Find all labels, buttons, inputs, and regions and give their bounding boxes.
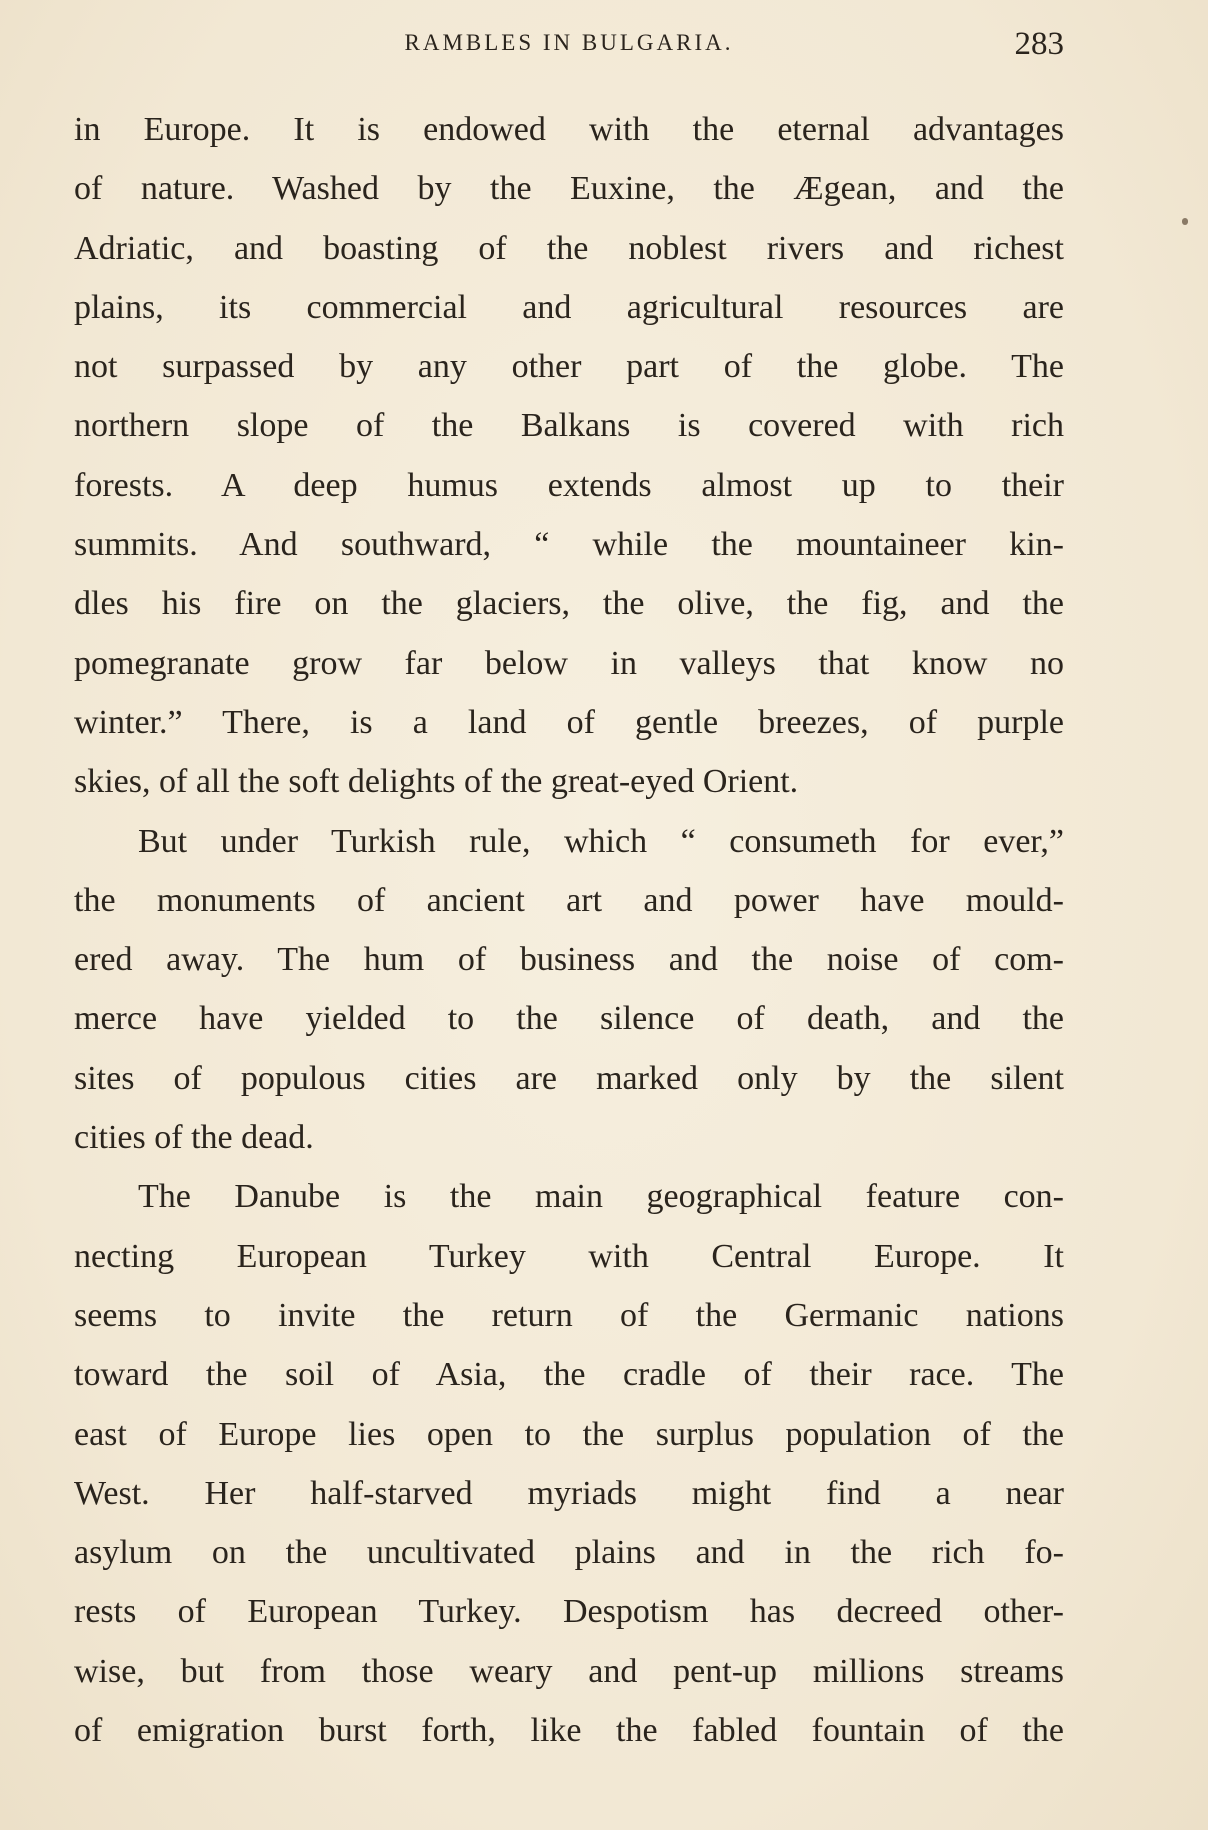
running-title: RAMBLES IN BULGARIA. <box>404 30 734 55</box>
text-line: The Danube is the main geographical feature con- <box>138 1178 1064 1216</box>
text-line: of emigration burst forth, like the fabled fountain of the <box>74 1712 1064 1750</box>
text-line: necting European Turkey with Central Europe. It <box>74 1237 1064 1275</box>
text-line: cities of the dead. <box>74 1119 314 1157</box>
text-line: the monuments of ancient art and power have mould- <box>74 881 1064 919</box>
text-line: rests of European Turkey. Despotism has decreed other- <box>74 1593 1064 1631</box>
text-line: asylum on the uncultivated plains and in the rich fo- <box>74 1534 1064 1572</box>
text-line: skies, of all the soft delights of the great-eyed Orient. <box>74 763 799 801</box>
page-number: 283 <box>1014 26 1064 62</box>
text-line: of nature. Washed by the Euxine, the Ægean, and the <box>74 170 1064 208</box>
text-line: pomegranate grow far below in valleys that know no <box>74 644 1064 682</box>
text-line: sites of populous cities are marked only by the silent <box>74 1059 1064 1097</box>
text-line: forests. A deep humus extends almost up to their <box>74 466 1064 504</box>
running-head <box>74 26 1064 66</box>
text-line: wise, but from those weary and pent-up millions streams <box>74 1652 1064 1690</box>
text-line: in Europe. It is endowed with the eternal advantages <box>74 111 1064 148</box>
body-text <box>74 100 1064 1760</box>
text-line: winter.” There, is a land of gentle breezes, of purple <box>74 703 1064 741</box>
text-line: not surpassed by any other part of the globe. The <box>74 348 1064 386</box>
text-line: West. Her half-starved myriads might find a near <box>74 1474 1064 1512</box>
text-line: ered away. The hum of business and the noise of com- <box>74 941 1064 979</box>
text-line: seems to invite the return of the Germanic nations <box>74 1296 1064 1334</box>
text-line: merce have yielded to the silence of death, and the <box>74 1000 1064 1038</box>
text-line: plains, its commercial and agricultural resources are <box>74 288 1064 326</box>
text-line: Adriatic, and boasting of the noblest rivers and richest <box>74 229 1064 267</box>
text-line: But under Turkish rule, which “ consumeth for ever,” <box>138 822 1064 860</box>
text-line: toward the soil of Asia, the cradle of their race. The <box>74 1356 1064 1394</box>
ink-speck <box>1182 218 1188 225</box>
text-line: northern slope of the Balkans is covered with rich <box>74 407 1064 445</box>
text-line: dles his fire on the glaciers, the olive, the fig, and the <box>74 585 1064 623</box>
text-line: summits. And southward, “ while the mountaineer kin- <box>74 526 1064 564</box>
text-line: east of Europe lies open to the surplus population of the <box>74 1415 1064 1453</box>
